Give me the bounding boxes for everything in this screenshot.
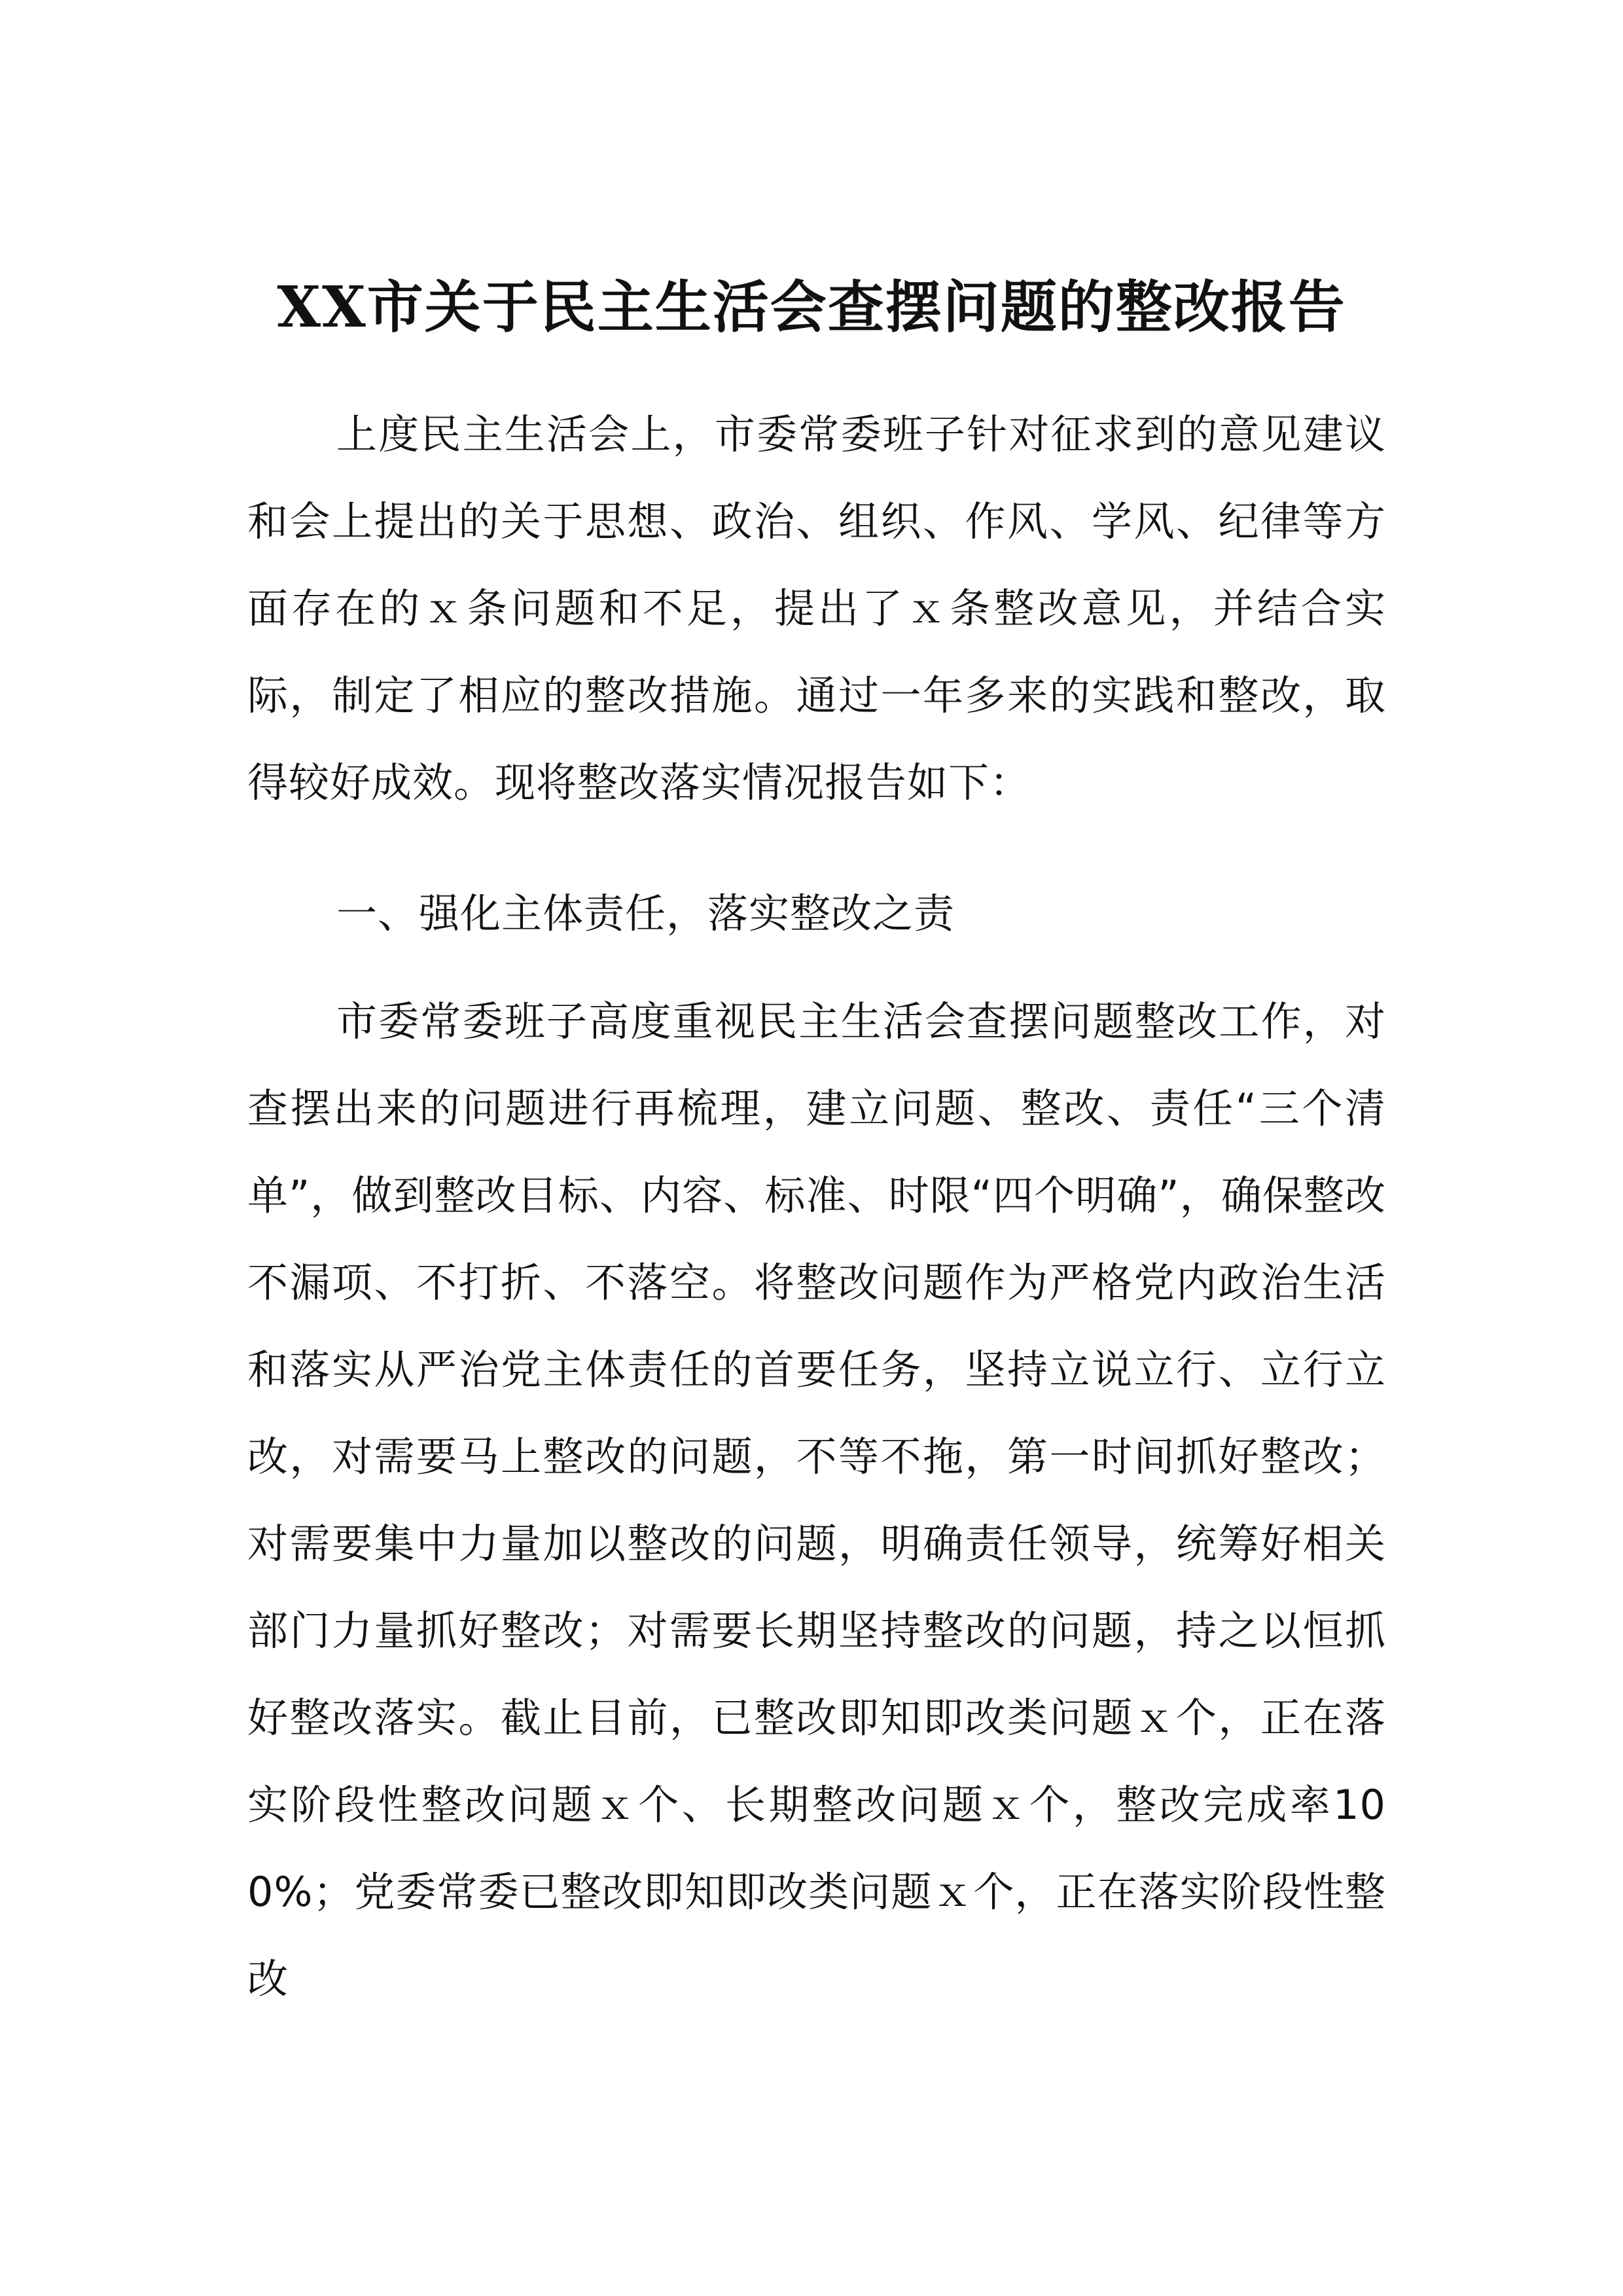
document-title: XX市关于民主生活会查摆问题的整改报告 [277,274,1346,340]
intro-paragraph: 上度民主生活会上，市委常委班子针对征求到的意见建议和会上提出的关于思想、政治、组织、作风、学风、纪律等方面存在的ｘ条问题和不足，提出了ｘ条整改意见，并结合实际，制定了相应的整改措施。通过一年多来的实践和整改，取得较好成效。现将整改落实情况报告如下： [247,410,1386,806]
section-1-paragraph: 市委常委班子高度重视民主生活会查摆问题整改工作，对查摆出来的问题进行再梳理，建立问题、整改、责任“三个清单”，做到整改目标、内容、标准、时限“四个明确”，确保整改不漏项、不打折、不落空。将整改问题作为严格党内政治生活和落实从严治党主体责任的首要任务，坚持立说立行、立行立改，对需要马上整改的问题，不等不拖，第一时间抓好整改；对需要集中力量加以整改的问题，明确责任领导，统筹好相关部门力量抓好整改；对需要长期坚持整改的问题，持之以恒抓好整改落实。截止目前，已整改即知即改类问题ｘ个，正在落实阶段性整改问题ｘ个、长期整改问题ｘ个，整改完成率100%；党委常委已整改即知即改类问题ｘ个，正在落实阶段性整改 [247,997,1386,2003]
section-heading-1: 一、强化主体责任，落实整改之责 [336,889,955,937]
